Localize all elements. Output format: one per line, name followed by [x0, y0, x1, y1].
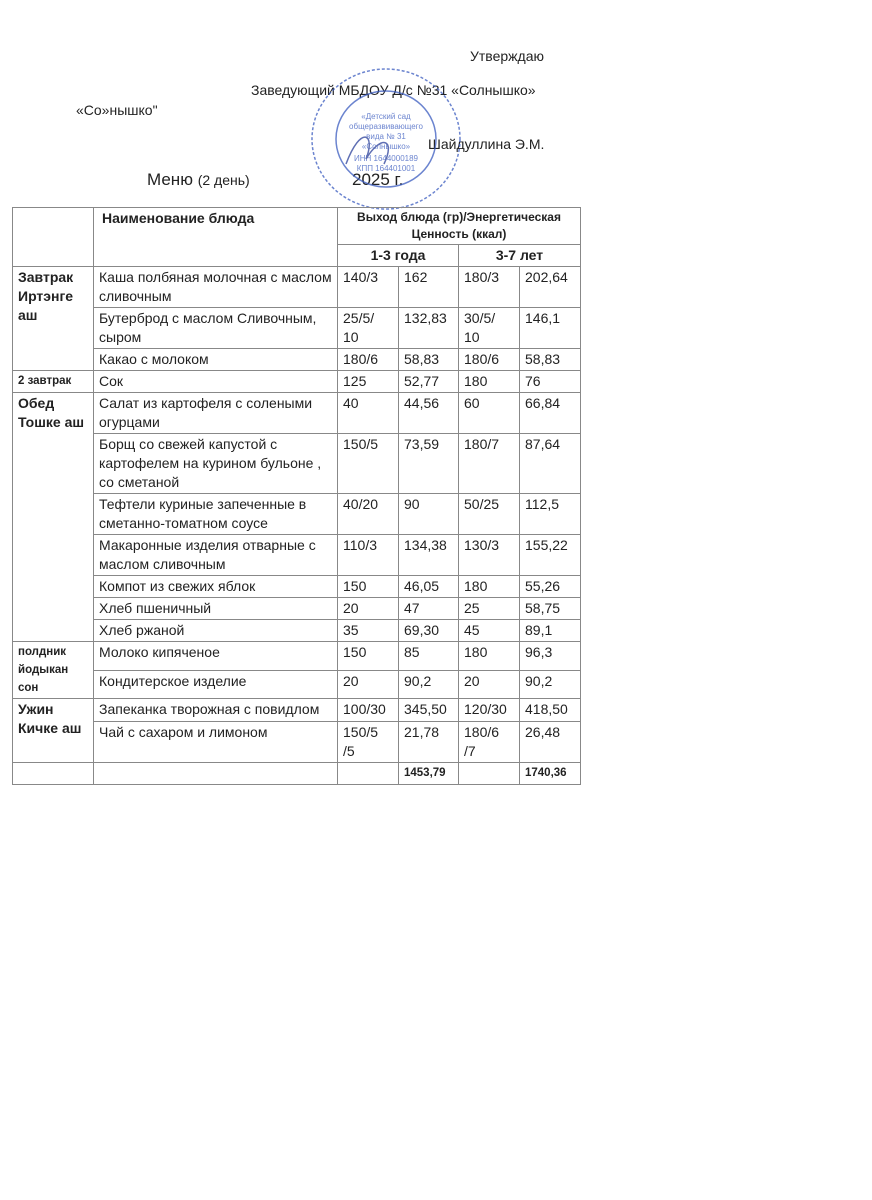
energy-kcal: 47: [399, 598, 459, 620]
energy-kcal: 345,50: [399, 699, 459, 722]
energy-kcal: 73,59: [399, 434, 459, 494]
energy-kcal: 26,48: [520, 722, 581, 763]
energy-kcal: 55,26: [520, 576, 581, 598]
energy-kcal: 90: [399, 494, 459, 535]
portion-weight: 180: [459, 576, 520, 598]
energy-kcal: 46,05: [399, 576, 459, 598]
table-row: [13, 699, 581, 722]
svg-text:КПП 164401001: КПП 164401001: [356, 164, 416, 173]
portion-weight: 150: [338, 576, 399, 598]
portion-weight: 25: [459, 598, 520, 620]
portion-weight: 20: [338, 598, 399, 620]
approval-label: Утверждаю: [470, 48, 544, 64]
energy-kcal: 202,64: [520, 267, 581, 308]
dish-name: Борщ со свежей капустой с картофелем на курином бульоне , со сметаной: [94, 434, 338, 494]
svg-text:«Солнышко»: «Солнышко»: [361, 142, 411, 151]
energy-kcal: 58,75: [520, 598, 581, 620]
portion-weight: 100/30: [338, 699, 399, 722]
age-group-3-7: 3-7 лет: [459, 245, 581, 267]
energy-kcal: 112,5: [520, 494, 581, 535]
dish-name: Салат из картофеля с солеными огурцами: [94, 393, 338, 434]
official-stamp: [306, 64, 466, 214]
meal-name: Завтрак Иртэнге аш: [13, 267, 94, 371]
table-row: [13, 576, 581, 598]
total-kcal: 1740,36: [520, 763, 581, 785]
portion-weight: 60: [459, 393, 520, 434]
energy-kcal: 66,84: [520, 393, 581, 434]
energy-kcal: 132,83: [399, 308, 459, 349]
table-row: [13, 598, 581, 620]
meal-name: 2 завтрак: [13, 371, 94, 393]
menu-year: 2025 г.: [352, 170, 404, 189]
svg-text:общеразвивающего: общеразвивающего: [349, 122, 423, 131]
menu-title: [147, 170, 250, 190]
dish-name: Бутерброд с маслом Сливочным, сыром: [94, 308, 338, 349]
table-row: [13, 620, 581, 642]
portion-weight: 40/20: [338, 494, 399, 535]
energy-kcal: 52,77: [399, 371, 459, 393]
dish-name: Молоко кипяченое: [94, 642, 338, 671]
energy-kcal: 90,2: [520, 670, 581, 699]
table-header-row: [13, 208, 581, 245]
empty-cell: [94, 763, 338, 785]
table-row: [13, 670, 581, 699]
dish-name: Чай с сахаром и лимоном: [94, 722, 338, 763]
meal-name: Ужин Кичке аш: [13, 699, 94, 763]
portion-weight: 150/5: [338, 434, 399, 494]
output-column-header: Выход блюда (гр)/Энергетическая Ценность (ккал): [338, 208, 581, 245]
meal-name: Обед Тошке аш: [13, 393, 94, 642]
dish-name: Хлеб пшеничный: [94, 598, 338, 620]
svg-text:«Детский сад: «Детский сад: [361, 112, 411, 121]
portion-weight: 150: [338, 642, 399, 671]
energy-kcal: 58,83: [399, 349, 459, 371]
energy-kcal: 21,78: [399, 722, 459, 763]
portion-weight: 140/3: [338, 267, 399, 308]
energy-kcal: 76: [520, 371, 581, 393]
menu-day: (2 день): [197, 172, 250, 188]
portion-weight: 150/5 /5: [338, 722, 399, 763]
table-row: [13, 494, 581, 535]
portion-weight: 40: [338, 393, 399, 434]
table-row: [13, 267, 581, 308]
head-title: Заведующий МБДОУ Д/с №31 «Солнышко»: [251, 82, 536, 98]
portion-weight: 130/3: [459, 535, 520, 576]
school-name-continuation: «Со»нышко": [76, 102, 158, 118]
total-kcal: 1453,79: [399, 763, 459, 785]
portion-weight: 125: [338, 371, 399, 393]
signatory-name: Шайдуллина Э.М.: [428, 136, 545, 152]
portion-weight: 180/6: [459, 349, 520, 371]
portion-weight: 120/30: [459, 699, 520, 722]
table-row: [13, 349, 581, 371]
dish-name: Макаронные изделия отварные с маслом сливочным: [94, 535, 338, 576]
portion-weight: 50/25: [459, 494, 520, 535]
portion-weight: 35: [338, 620, 399, 642]
table-row: [13, 371, 581, 393]
energy-kcal: 44,56: [399, 393, 459, 434]
dish-name: Запеканка творожная с повидлом: [94, 699, 338, 722]
energy-kcal: 85: [399, 642, 459, 671]
energy-kcal: 155,22: [520, 535, 581, 576]
energy-kcal: 69,30: [399, 620, 459, 642]
energy-kcal: 96,3: [520, 642, 581, 671]
empty-header-cell: [13, 208, 94, 267]
table-row: [13, 535, 581, 576]
energy-kcal: 134,38: [399, 535, 459, 576]
portion-weight: 180/6: [338, 349, 399, 371]
table-row: [13, 642, 581, 671]
menu-table: [12, 207, 581, 785]
portion-weight: 45: [459, 620, 520, 642]
svg-text:ИНН 1644000189: ИНН 1644000189: [353, 154, 419, 163]
energy-kcal: 146,1: [520, 308, 581, 349]
portion-weight: 180/7: [459, 434, 520, 494]
energy-kcal: 58,83: [520, 349, 581, 371]
total-row: [13, 763, 581, 785]
energy-kcal: 89,1: [520, 620, 581, 642]
age-group-1-3: 1-3 года: [338, 245, 459, 267]
dish-name: Тефтели куриные запеченные в сметанно-томатном соусе: [94, 494, 338, 535]
energy-kcal: 162: [399, 267, 459, 308]
dish-name: Хлеб ржаной: [94, 620, 338, 642]
table-row: [13, 434, 581, 494]
portion-weight: 180/3: [459, 267, 520, 308]
portion-weight: 180: [459, 642, 520, 671]
dish-name: Кондитерское изделие: [94, 670, 338, 699]
dish-column-header: Наименование блюда: [94, 208, 338, 267]
dish-name: Какао с молоком: [94, 349, 338, 371]
meal-name: полдник йодыкан сон: [13, 642, 94, 699]
dish-name: Компот из свежих яблок: [94, 576, 338, 598]
table-row: [13, 722, 581, 763]
empty-cell: [338, 763, 399, 785]
portion-weight: 180/6 /7: [459, 722, 520, 763]
dish-name: Каша полбяная молочная с маслом сливочным: [94, 267, 338, 308]
portion-weight: 25/5/ 10: [338, 308, 399, 349]
table-row: [13, 308, 581, 349]
portion-weight: 20: [338, 670, 399, 699]
empty-cell: [13, 763, 94, 785]
portion-weight: 20: [459, 670, 520, 699]
energy-kcal: 418,50: [520, 699, 581, 722]
dish-name: Сок: [94, 371, 338, 393]
menu-title-text: Меню: [147, 170, 193, 189]
portion-weight: 110/3: [338, 535, 399, 576]
portion-weight: 180: [459, 371, 520, 393]
energy-kcal: 87,64: [520, 434, 581, 494]
empty-cell: [459, 763, 520, 785]
energy-kcal: 90,2: [399, 670, 459, 699]
svg-text:вида № 31: вида № 31: [366, 132, 406, 141]
table-row: [13, 393, 581, 434]
portion-weight: 30/5/ 10: [459, 308, 520, 349]
